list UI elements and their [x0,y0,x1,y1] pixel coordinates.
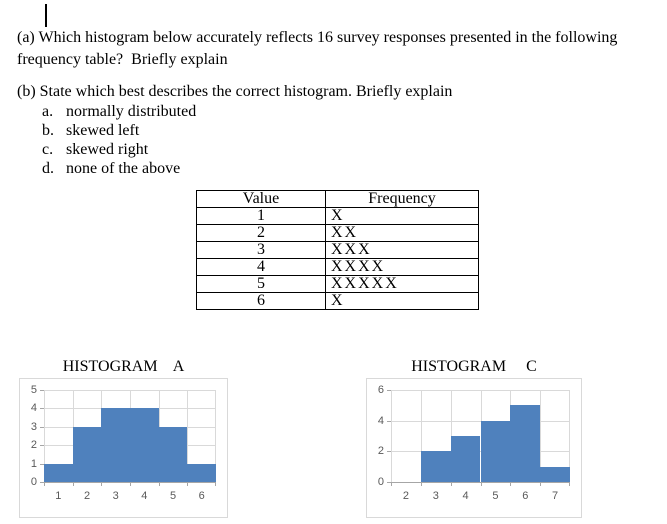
y-axis-label: 6 [377,384,384,396]
option-c [42,140,452,159]
x-axis-label: 5 [169,490,177,502]
x-tick [44,482,45,486]
x-axis-label: 6 [198,490,205,502]
frequency-cell: X [326,208,479,225]
question-b [17,82,452,178]
x-tick [481,482,482,486]
bar [451,436,481,482]
x-axis-label: 2 [83,490,91,502]
table-row [197,208,479,225]
option-a [42,102,452,121]
value-cell: 6 [197,293,326,310]
option-b [42,121,452,140]
frequency-table [196,190,479,310]
frequency-cell: XXX [326,242,479,259]
plot-area [30,384,216,502]
y-tick [387,482,391,483]
y-axis-label: 0 [377,476,384,488]
histogram-a-chart [19,357,228,518]
chart-title: HISTOGRAM C [411,358,537,375]
chart-box [19,378,228,518]
x-axis-label: 3 [112,490,119,502]
frequency-cell: XXXX [326,259,479,276]
x-axis-label: 2 [402,490,409,502]
x-axis-label: 5 [492,490,499,502]
option-letter: c. [42,141,54,158]
question-a-line-1: (a) Which histogram below accurately reflects 16 survey responses presented in the following [17,29,618,46]
chart-title: HISTOGRAM A [62,358,185,375]
x-tick [101,482,102,486]
y-axis-label: 4 [30,402,37,415]
x-tick [130,482,131,486]
option-text: normally distributed [66,103,197,120]
bar [73,427,102,482]
x-axis-label: 6 [522,490,529,502]
x-tick [540,482,541,486]
x-axis-label: 3 [432,490,439,502]
value-cell: 4 [197,259,326,276]
bar [44,464,73,482]
frequency-cell: XX [326,225,479,242]
y-axis-label: 5 [30,384,37,396]
x-axis-label: 4 [462,490,469,502]
bar [481,421,511,482]
y-tick [40,482,44,483]
bar [421,451,451,482]
options-list [42,102,452,178]
x-tick [391,482,392,486]
option-text: skewed left [66,122,140,139]
header-value: Value [197,191,326,208]
y-axis-label: 2 [377,445,384,458]
option-letter: a. [42,103,54,120]
option-text: none of the above [66,160,181,177]
bar [101,408,130,482]
value-cell: 3 [197,242,326,259]
bar [159,427,188,482]
bar [187,464,216,482]
bar [130,408,159,482]
question-b-text: (b) State which best describes the correct histogram. Briefly explain [17,83,453,100]
y-axis-label: 3 [30,420,37,433]
option-letter: d. [42,160,54,177]
x-tick [159,482,160,486]
option-letter: b. [42,122,54,139]
frequency-cell: X [326,293,479,310]
table-row [197,276,479,293]
y-axis-label: 0 [30,476,37,488]
x-tick [215,482,216,486]
x-tick [73,482,74,486]
option-text: skewed right [66,141,149,158]
x-axis-label: 7 [552,490,559,502]
chart-box [366,378,582,518]
question-a-line-2: frequency table? Briefly explain [17,51,228,68]
histogram-c-chart [366,357,582,518]
table-row [197,225,479,242]
y-axis-label: 1 [30,457,37,470]
gridline [391,390,392,482]
x-tick [451,482,452,486]
x-tick [510,482,511,486]
table-row [197,293,479,310]
y-axis-label: 4 [377,414,384,427]
x-axis-label: 4 [141,490,148,502]
table-row [197,242,479,259]
frequency-cell: XXXXX [326,276,479,293]
table-row [197,259,479,276]
plot-area [377,384,570,502]
x-axis-label: 1 [55,490,62,502]
value-cell: 5 [197,276,326,293]
option-d [42,159,452,178]
x-tick [187,482,188,486]
value-cell: 2 [197,225,326,242]
value-cell: 1 [197,208,326,225]
x-tick [421,482,422,486]
text-cursor [45,4,47,27]
x-tick [569,482,570,486]
bar [540,467,570,482]
bar [510,405,540,482]
header-frequency: Frequency [326,191,479,208]
y-axis-label: 2 [30,439,37,452]
question-a [17,27,617,71]
table-header-row [197,191,479,208]
